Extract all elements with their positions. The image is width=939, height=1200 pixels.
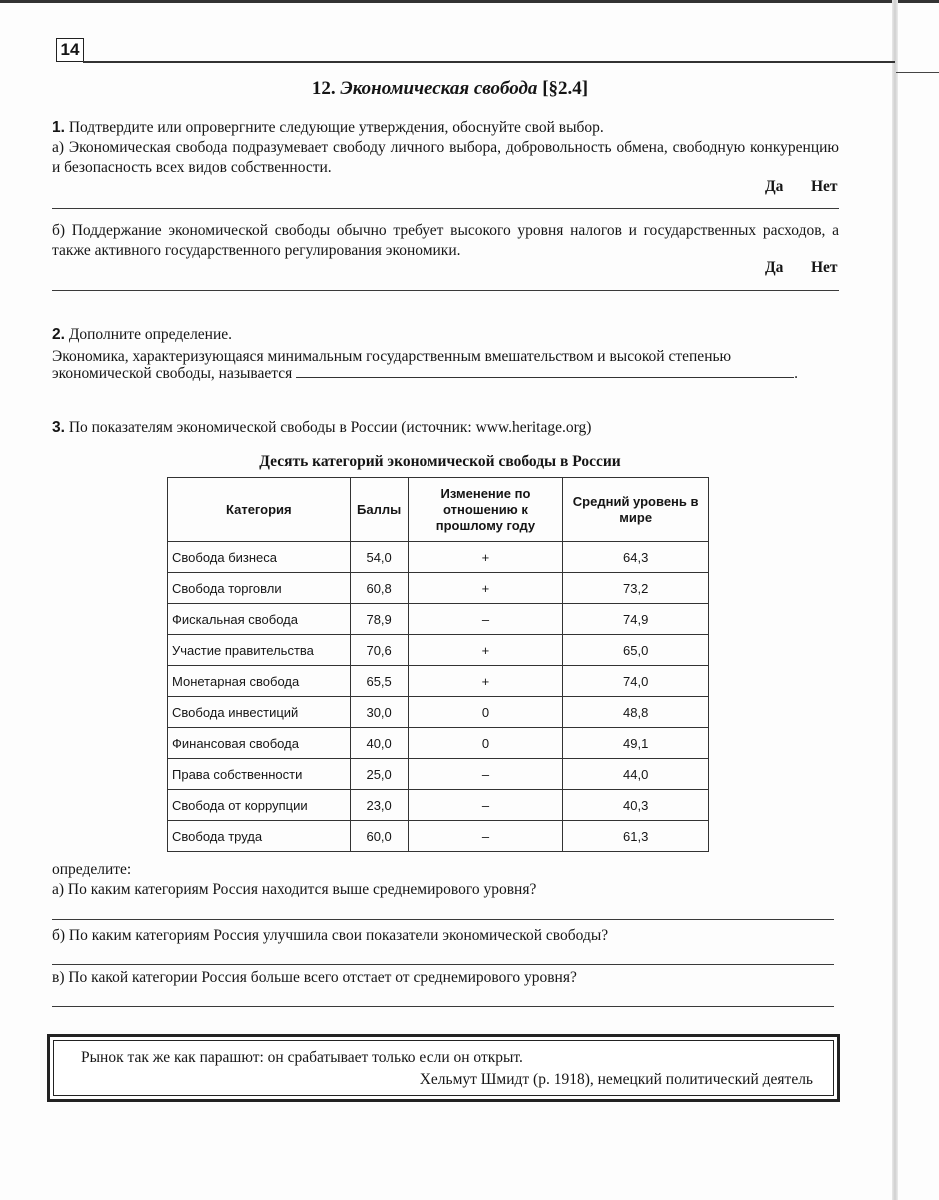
cell-world: 49,1 [563,728,709,759]
cell-score: 60,8 [350,573,408,604]
table-row [168,821,709,852]
question-a-answer-line[interactable] [52,919,834,920]
cell-score: 25,0 [350,759,408,790]
cell-change: 0 [408,697,563,728]
cell-change: – [408,759,563,790]
cell-category: Свобода торговли [168,573,351,604]
task2-definition-line1: Экономика, характеризующаяся минимальным государственным вмешательством и высокой степенью [52,348,732,365]
task1-prompt [52,118,842,138]
cell-category: Свобода инвестиций [168,697,351,728]
cell-world: 65,0 [563,635,709,666]
cell-change: + [408,666,563,697]
cell-score: 60,0 [350,821,408,852]
determine-label: определите: [52,861,132,878]
quote-author: Хельмут Шмидт (р. 1918), немецкий политический деятель [419,1071,813,1088]
task1-number: 1. [52,119,65,136]
cell-world: 44,0 [563,759,709,790]
column-header-score: Баллы [350,478,408,542]
question-c: в) По какой категории Россия больше всего отстает от среднемирового уровня? [52,969,577,986]
table-row [168,635,709,666]
cell-score: 40,0 [350,728,408,759]
table-row [168,759,709,790]
cell-category: Монетарная свобода [168,666,351,697]
task2-end-punct: . [794,365,798,382]
cell-category: Фискальная свобода [168,604,351,635]
cell-category: Свобода от коррупции [168,790,351,821]
table-row [168,666,709,697]
question-b: б) По каким категориям Россия улучшила свои показатели экономической свободы? [52,927,609,944]
header-rule-next-page [896,72,939,73]
cell-change: + [408,542,563,573]
quote-text: Рынок так же как парашют: он срабатывает только если он открыт. [81,1049,523,1066]
task2-definition-line2 [52,363,842,384]
task1-b-answer-line[interactable] [52,290,839,291]
task1-prompt-text: Подтвердите или опровергните следующие утверждения, обоснуйте свой выбор. [68,119,604,136]
cell-score: 54,0 [350,542,408,573]
task1-a-answer-line[interactable] [52,208,839,209]
task1-a-no[interactable]: Нет [811,178,838,195]
cell-change: – [408,604,563,635]
task1-b-yes[interactable]: Да [765,259,784,276]
task3-number: 3. [52,419,65,436]
question-a: а) По каким категориям Россия находится выше среднемирового уровня? [52,881,537,898]
quote-box [47,1034,840,1102]
task2-answer-blank[interactable] [296,363,794,378]
cell-change: 0 [408,728,563,759]
page-number: 14 [56,38,84,62]
cell-change: + [408,573,563,604]
task2-number: 2. [52,326,65,343]
cell-world: 40,3 [563,790,709,821]
cell-world: 61,3 [563,821,709,852]
cell-change: – [408,821,563,852]
section-title-ref: [§2.4] [542,78,589,99]
cell-world: 74,9 [563,604,709,635]
cell-score: 65,5 [350,666,408,697]
task2-definition-text: экономической свободы, называется [52,365,293,382]
cell-world: 48,8 [563,697,709,728]
table-row [168,697,709,728]
cell-category: Свобода бизнеса [168,542,351,573]
header-rule [83,61,895,63]
table-row [168,604,709,635]
cell-change: – [408,790,563,821]
table-row [168,542,709,573]
task1-statement-b: б) Поддержание экономической свободы обычно требует высокого уровня налогов и государственных расходов, а также активного государственного регулирования экономики. [52,222,839,259]
question-b-answer-line[interactable] [52,964,834,965]
cell-change: + [408,635,563,666]
cell-category: Свобода труда [168,821,351,852]
table-caption: Десять категорий экономической свободы в России [259,453,621,470]
cell-category: Участие правительства [168,635,351,666]
cell-world: 64,3 [563,542,709,573]
table-header-row [168,478,709,542]
cell-category: Финансовая свобода [168,728,351,759]
cell-score: 23,0 [350,790,408,821]
task1-a-yes[interactable]: Да [765,178,784,195]
task3-prompt-text: По показателям экономической свободы в России (источник: www.heritage.org) [68,419,592,436]
column-header-change: Изменение по отношению к прошлому году [408,478,563,542]
book-gutter [892,0,898,1200]
scan-top-edge [0,0,939,3]
table-row [168,790,709,821]
cell-score: 70,6 [350,635,408,666]
section-title [0,78,900,100]
column-header-category: Категория [168,478,351,542]
cell-score: 30,0 [350,697,408,728]
table-row [168,728,709,759]
task1-b-no[interactable]: Нет [811,259,838,276]
column-header-world-average: Средний уровень в мире [563,478,709,542]
cell-category: Права собственности [168,759,351,790]
table-row [168,573,709,604]
task3-prompt [52,418,842,438]
task2-prompt [52,325,842,345]
economic-freedom-table [167,477,709,852]
question-c-answer-line[interactable] [52,1006,834,1007]
cell-score: 78,9 [350,604,408,635]
quote-box-inner-border [53,1040,834,1096]
cell-world: 74,0 [563,666,709,697]
cell-world: 73,2 [563,573,709,604]
task1-statement-a: а) Экономическая свобода подразумевает свободу личного выбора, добровольность обмена, свободную конкуренцию и безопасность всех видов собственности. [52,139,839,176]
section-title-number: 12. [311,78,336,99]
section-title-text: Экономическая свобода [340,78,538,99]
task2-prompt-text: Дополните определение. [68,326,233,343]
